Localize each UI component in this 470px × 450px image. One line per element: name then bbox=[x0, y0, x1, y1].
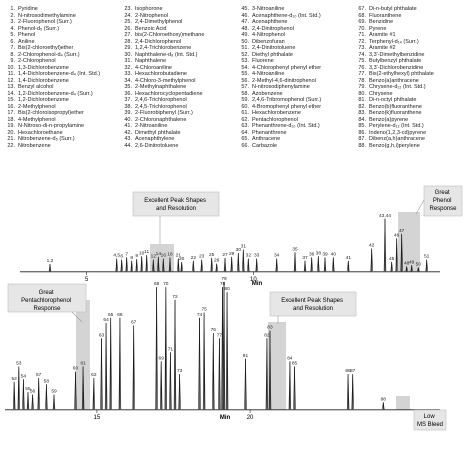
legend-row-compound: Benzo(g,h,i)perylene bbox=[369, 142, 420, 149]
legend-row-compound: 2-Methylphenol bbox=[18, 103, 56, 110]
x-tick-label: 15 bbox=[93, 415, 101, 421]
legend-row-number: 72. bbox=[358, 38, 366, 45]
callout-phenol-line2: Phenol bbox=[432, 198, 452, 204]
legend-row-number: 34. bbox=[124, 77, 132, 84]
legend-row-compound: Benzoic Acid bbox=[135, 25, 167, 32]
callout-pentachlorophenol-line1: Great bbox=[38, 290, 54, 296]
legend-row-number: 11. bbox=[7, 71, 15, 77]
legend-row-number: 51. bbox=[241, 45, 249, 51]
peak-label: 30 bbox=[235, 247, 242, 253]
peak-label: 29 bbox=[228, 251, 235, 257]
peak-label: 52 bbox=[11, 376, 17, 382]
legend-row-number: 21. bbox=[7, 136, 15, 142]
legend-row-number: 36. bbox=[124, 90, 132, 97]
callout-pentachlorophenol-line2: Pentachlorophenol bbox=[21, 298, 72, 304]
peak-label: 34 bbox=[273, 253, 280, 259]
legend-row-compound: Hexachlorobenzene bbox=[252, 110, 301, 116]
legend-row-number: 37. bbox=[124, 97, 132, 103]
legend-row-compound: Diethyl phthalate bbox=[252, 51, 293, 58]
legend-row-number: 46. bbox=[241, 12, 249, 19]
peak-label: 87 bbox=[350, 369, 356, 375]
legend-row-number: 39. bbox=[124, 110, 132, 116]
legend-row-compound: Pyrene bbox=[369, 25, 387, 32]
peak-label: 38 bbox=[315, 251, 322, 257]
legend-row-compound: N-nitrosodiphenylamine bbox=[252, 84, 310, 90]
legend-row-compound: 2,4-Dinitrophenol bbox=[252, 25, 294, 32]
legend-row-number: 27. bbox=[124, 32, 132, 38]
legend-row-compound: Di-n-octyl phthalate bbox=[369, 97, 417, 103]
top-trace bbox=[20, 219, 440, 272]
legend-row-compound: Acenaphthene-d₁₀ (Int. Std.) bbox=[252, 12, 321, 19]
legend-row-compound: 1,2-Dichlorobenzene-d₄ (Surr.) bbox=[18, 90, 93, 97]
legend-row-compound: Aramite #1 bbox=[369, 32, 396, 38]
legend-row-compound: 2-Methyl-4,6-dinitrophenol bbox=[252, 77, 316, 84]
x-tick-label: 20 bbox=[246, 415, 254, 421]
peak-label: 20 bbox=[178, 256, 185, 262]
peak-label: 69 bbox=[158, 356, 164, 362]
peak-label: 36 bbox=[308, 252, 315, 258]
legend-row-compound: N-nitrosodimethylamine bbox=[18, 12, 76, 19]
legend-row-number: 18. bbox=[7, 116, 15, 123]
legend-row-compound: Bis(2-chloroisopropyl)ether bbox=[18, 110, 84, 116]
legend-row-compound: 4-Methylphenol bbox=[18, 116, 56, 123]
legend-row-compound: Acenaphthene bbox=[252, 19, 288, 25]
peak-label: 74 bbox=[196, 312, 203, 318]
legend-row-number: 16. bbox=[7, 103, 15, 110]
legend-row-compound: 2-Fluorophenol (Surr.) bbox=[18, 19, 72, 25]
legend-row-number: 45. bbox=[241, 6, 249, 12]
peak-label: 80 bbox=[224, 287, 230, 293]
legend-row-compound: 4-Chloro-3-methylphenol bbox=[135, 77, 196, 84]
legend-row-compound: 3,3'-Dimethylbenzidine bbox=[369, 51, 425, 58]
peak-label: 68 bbox=[153, 282, 160, 288]
legend-row-number: 62. bbox=[241, 116, 249, 123]
legend-row-number: 60. bbox=[241, 103, 249, 110]
peak-label: 84 bbox=[287, 356, 293, 362]
legend-row-compound: Pentachlorophenol bbox=[252, 116, 298, 123]
legend-row-compound: N-Nitroso-di-n-propylamine bbox=[18, 123, 85, 129]
legend-row-compound: Fluorene bbox=[252, 58, 274, 64]
peak-label: 78 bbox=[219, 282, 226, 288]
peak-label: 43,44 bbox=[378, 213, 392, 219]
legend-row-compound: Phenanthrene bbox=[252, 129, 287, 136]
legend-row-compound: 2-Fluorobiphenyl (Surr.) bbox=[135, 110, 193, 116]
legend-row-compound: 2,6-Dinitrotoluene bbox=[135, 142, 179, 149]
peak-label: 9 bbox=[135, 254, 139, 260]
legend-row-number: 14. bbox=[7, 90, 15, 97]
legend-row-number: 81. bbox=[358, 97, 366, 103]
highlight-bottom-right bbox=[396, 396, 410, 410]
legend-row-number: 68. bbox=[358, 12, 366, 19]
legend-row-compound: Hexachlorocyclopentadiene bbox=[135, 90, 203, 97]
legend-row-compound: 1,4-Dichlorobenzene-d₄ (Int. Std.) bbox=[18, 71, 101, 77]
callout-phenol-line1: Great bbox=[434, 190, 450, 196]
peak-label: 58 bbox=[43, 379, 50, 385]
legend-row-number: 76. bbox=[358, 64, 366, 71]
legend-row-number: 2. bbox=[10, 12, 15, 19]
legend-row-compound: Bis(2-ethylhexyl) phthalate bbox=[369, 71, 434, 77]
peak-label: 54 bbox=[20, 374, 27, 380]
legend-row-number: 29. bbox=[124, 45, 132, 51]
peak-label: 39 bbox=[322, 252, 328, 258]
peak-label: 35 bbox=[292, 247, 298, 253]
legend-row-number: 85. bbox=[358, 123, 366, 129]
legend-row-number: 9. bbox=[10, 58, 15, 64]
legend-row-number: 47. bbox=[241, 19, 249, 25]
peak-label: 40 bbox=[330, 252, 337, 258]
legend-row-number: 57. bbox=[241, 84, 249, 90]
legend-row-compound: Phenanthrene-d₁₀ (Int. Std.) bbox=[252, 123, 320, 129]
legend-row-compound: Dimethyl phthalate bbox=[135, 129, 181, 136]
peak-label: 37 bbox=[302, 255, 308, 261]
legend-row-compound: 4-Chlorophenyl phenyl ether bbox=[252, 64, 322, 71]
peak-label: 50 bbox=[415, 262, 422, 268]
legend-row-compound: Nitrobenzene-d₅ (Surr.) bbox=[18, 136, 75, 142]
legend-row-number: 78. bbox=[358, 77, 366, 84]
peak-label: 8 bbox=[130, 255, 134, 261]
legend-row-number: 73. bbox=[358, 45, 366, 51]
legend-row-compound: 2,4-Dimethylphenol bbox=[135, 19, 183, 25]
legend-row-number: 7. bbox=[10, 45, 15, 51]
legend-row-compound: Naphthalene-d₈ (Int. Std.) bbox=[135, 51, 198, 58]
callout-phenol bbox=[416, 186, 462, 216]
legend-row-number: 50. bbox=[241, 38, 249, 45]
legend-row-number: 10. bbox=[7, 64, 15, 71]
legend-row-compound: Di-n-butyl phthalate bbox=[369, 6, 417, 12]
legend-row-compound: Anthracene bbox=[252, 136, 281, 142]
legend-row-compound: 4-Bromophenyl phenyl ether bbox=[252, 103, 322, 110]
legend-row-compound: Phenol-d₅ (Surr.) bbox=[18, 25, 60, 32]
legend-row-number: 71. bbox=[358, 32, 366, 38]
peak-label: 86 bbox=[345, 369, 351, 375]
legend-row-compound: Naphthalene bbox=[135, 58, 167, 64]
peak-label: 25 bbox=[208, 253, 215, 258]
peak-label: 77 bbox=[216, 333, 223, 339]
legend-row-number: 69. bbox=[358, 19, 366, 25]
legend-row-number: 38. bbox=[124, 103, 132, 110]
peak-label: 65 bbox=[108, 312, 114, 318]
peak-label: 45 bbox=[388, 256, 395, 262]
legend-row-number: 48. bbox=[241, 25, 249, 32]
legend-row-number: 25. bbox=[124, 19, 132, 25]
peak-label: 60 bbox=[72, 366, 79, 372]
legend-row-number: 83. bbox=[358, 110, 366, 116]
legend-row-compound: 4-Nitrophenol bbox=[252, 32, 286, 38]
legend-row-compound: 4-Nitroaniline bbox=[252, 71, 285, 77]
peak-label: 11 bbox=[144, 250, 150, 256]
legend-row-number: 75. bbox=[358, 58, 366, 64]
legend-row-number: 4. bbox=[10, 25, 15, 32]
peak-label: 56 bbox=[29, 389, 36, 395]
legend-row-number: 87. bbox=[358, 136, 366, 142]
peak-label: 73 bbox=[176, 369, 183, 375]
peak-label: 12 bbox=[150, 254, 157, 260]
peak-label: 46 bbox=[393, 233, 400, 239]
legend-row-number: 5. bbox=[10, 32, 15, 38]
peak-label: 59 bbox=[51, 389, 57, 395]
legend-row-compound: Benzidine bbox=[369, 19, 394, 25]
legend-row-compound: Benzo(b)fluoranthene bbox=[369, 103, 422, 110]
legend-row-compound: Bis(2-chloroethyl)ether bbox=[18, 45, 74, 51]
legend-row-number: 8. bbox=[10, 51, 15, 58]
peak-label: 42 bbox=[368, 243, 375, 249]
legend-row-compound: 2,4-Dinitrotoluene bbox=[252, 45, 296, 51]
legend-row-compound: Nitrobenzene bbox=[18, 142, 51, 149]
top-x-axis-label: Min bbox=[251, 281, 263, 287]
legend-row-compound: Isophorone bbox=[135, 6, 163, 12]
chromatogram-top bbox=[20, 213, 440, 287]
legend-row-compound: 2-Chlorophenol bbox=[18, 58, 56, 64]
legend-row-compound: 1,3-Dichlorobenzene bbox=[18, 64, 69, 71]
legend-row-compound: Benzyl alcohol bbox=[18, 84, 54, 90]
peak-label: 33 bbox=[253, 253, 260, 259]
callout-peak-shapes-bottom-line2: and Resolution bbox=[292, 306, 334, 312]
peak-label: 57 bbox=[36, 373, 42, 378]
legend-row-compound: Hexachlorobutadiene bbox=[135, 71, 187, 77]
legend-row-compound: 2-Nitroaniline bbox=[135, 123, 168, 129]
legend-row-compound: 3-Nitroaniline bbox=[252, 6, 285, 12]
legend-row-number: 32. bbox=[124, 64, 132, 71]
legend-row-compound: Chrysene bbox=[369, 90, 393, 97]
peak-label: 18 bbox=[167, 252, 173, 258]
legend-row-number: 82. bbox=[358, 103, 366, 110]
legend-row-number: 20. bbox=[7, 129, 15, 136]
peak-label: 6 bbox=[120, 254, 124, 260]
callout-peak-shapes-top-line1: Excellent Peak Shapes bbox=[144, 198, 207, 204]
legend-row-number: 23. bbox=[124, 6, 132, 12]
peak-label: 79 bbox=[221, 277, 227, 282]
callout-peak-shapes-bottom-line1: Excellent Peak Shapes bbox=[281, 298, 344, 304]
legend-row-compound: Benzo(a)pyrene bbox=[369, 116, 409, 123]
legend-row-number: 40. bbox=[124, 116, 132, 123]
peak-label: 82 bbox=[264, 333, 270, 339]
legend-row-number: 66. bbox=[241, 142, 249, 149]
legend-row-compound: 1,2-Dichlorobenzene bbox=[18, 97, 69, 103]
peak-label: 51 bbox=[423, 254, 430, 260]
bottom-x-axis-label: Min bbox=[219, 415, 231, 421]
peak-label: 85 bbox=[291, 361, 298, 367]
peak-label: 1,2 bbox=[46, 259, 54, 265]
callout-pentachlorophenol bbox=[8, 284, 86, 322]
legend-row-compound: Dibenz(a,h)anthracene bbox=[369, 136, 425, 142]
legend-row-number: 70. bbox=[358, 25, 366, 32]
legend-row-number: 64. bbox=[241, 129, 249, 136]
legend-row-compound: 1,2,4-Trichlorobenzene bbox=[135, 45, 192, 51]
legend-row-number: 65. bbox=[241, 136, 249, 142]
peak-label: 70 bbox=[163, 282, 169, 288]
legend-row-number: 55. bbox=[241, 71, 249, 77]
legend-row-compound: 2,4,6-Trichlorophenol bbox=[135, 97, 187, 103]
callout-low-bleed-line2: MS Bleed bbox=[416, 422, 444, 428]
legend-row-number: 13. bbox=[7, 84, 15, 90]
legend-row-compound: 4-Chloroaniline bbox=[135, 64, 172, 71]
legend-row-number: 63. bbox=[241, 123, 249, 129]
legend-row-number: 44. bbox=[124, 142, 132, 149]
legend-row-number: 52. bbox=[241, 51, 249, 58]
legend-row-number: 24. bbox=[124, 12, 132, 19]
legend-row-number: 6. bbox=[10, 38, 15, 45]
peak-label: 61 bbox=[80, 361, 86, 367]
peak-label: 27 bbox=[222, 253, 228, 258]
legend-row-number: 22. bbox=[7, 142, 15, 149]
legend-row-compound: 2,4,6-Tribromophenol (Surr.) bbox=[252, 97, 322, 103]
legend-row-compound: Terphenyl-d₁₄ (Surr.) bbox=[369, 38, 419, 45]
legend-row-compound: 2-Chloronaphthalene bbox=[135, 116, 187, 123]
peak-label: 16 bbox=[160, 253, 167, 259]
peak-label: 49 bbox=[408, 260, 415, 266]
legend-row-compound: 2-Methylnaphthalene bbox=[135, 84, 187, 90]
callout-pentachlorophenol-line3: Response bbox=[33, 306, 61, 312]
legend-row-number: 43. bbox=[124, 136, 132, 142]
callout-peak-shapes-top-line2: and Resolution bbox=[155, 206, 197, 212]
callout-phenol-line3: Response bbox=[429, 206, 457, 212]
legend-row-compound: Fluoranthene bbox=[369, 12, 402, 19]
legend-row-number: 17. bbox=[7, 110, 15, 116]
legend-row-compound: Butylbenzyl phthalate bbox=[369, 58, 422, 64]
peak-label: 72 bbox=[172, 294, 178, 300]
legend-row-number: 42. bbox=[124, 129, 132, 136]
peak-label: 88 bbox=[380, 397, 386, 403]
legend-row-number: 33. bbox=[124, 71, 132, 77]
legend-row-number: 61. bbox=[241, 110, 249, 116]
legend-row-compound: Chrysene-d₁₂ (Int. Std.) bbox=[369, 84, 426, 90]
peak-label: 67 bbox=[130, 320, 137, 326]
legend-row-number: 19. bbox=[7, 123, 15, 129]
callout-peak-shapes-top bbox=[133, 192, 219, 244]
legend-row-number: 80. bbox=[358, 90, 366, 97]
peak-label: 62 bbox=[91, 373, 97, 378]
legend-row-number: 3. bbox=[10, 19, 15, 25]
legend-row-number: 15. bbox=[7, 97, 15, 103]
peak-label: 48 bbox=[403, 261, 410, 267]
legend-row-compound: Aramite #2 bbox=[369, 45, 396, 51]
peak-label: 23 bbox=[198, 254, 205, 260]
peak-label: 4,5 bbox=[113, 253, 121, 259]
legend-row-number: 26. bbox=[124, 25, 132, 32]
legend-row-compound: Benzo(a)anthracene bbox=[369, 77, 419, 84]
legend-row-number: 79. bbox=[358, 84, 366, 90]
callout-low-bleed-line1: Low bbox=[423, 414, 435, 420]
peak-label: 66 bbox=[117, 312, 123, 318]
peak-label: 76 bbox=[210, 328, 216, 334]
legend-row-compound: Dibenzofuran bbox=[252, 38, 285, 45]
legend-row-number: 53. bbox=[241, 58, 249, 64]
legend-row-compound: Benzo(k)fluoranthene bbox=[369, 110, 422, 116]
legend-row-number: 67. bbox=[358, 6, 366, 12]
peak-label: 10 bbox=[138, 251, 145, 257]
peak-label: 14 bbox=[155, 251, 162, 257]
legend-row-compound: bis(2-Chloroethoxy)methane bbox=[135, 32, 205, 38]
callout-low-bleed bbox=[414, 410, 446, 430]
legend-row-compound: 2,4-Dichlorophenol bbox=[135, 38, 182, 45]
legend-row-compound: Aniline bbox=[18, 38, 35, 45]
legend-row-compound: Hexachloroethane bbox=[18, 129, 63, 136]
legend-row-number: 54. bbox=[241, 64, 249, 71]
legend-row-compound: 1,4-Dichlorobenzene bbox=[18, 77, 69, 84]
peak-label: 26 bbox=[213, 258, 220, 264]
x-tick-label: 5 bbox=[84, 277, 89, 283]
peak-label: 21 bbox=[175, 253, 182, 259]
peak-label: 22 bbox=[190, 255, 197, 261]
legend-row-number: 28. bbox=[124, 38, 132, 45]
legend-row-number: 12. bbox=[7, 77, 15, 84]
peak-label: 31 bbox=[240, 244, 247, 250]
peak-label: 55 bbox=[25, 387, 31, 393]
legend-row-number: 30. bbox=[124, 51, 132, 58]
legend-row-number: 58. bbox=[241, 90, 249, 97]
peak-label: 41 bbox=[345, 255, 352, 261]
legend-row-number: 77. bbox=[358, 71, 366, 77]
peak-label: 75 bbox=[201, 307, 207, 313]
peak-label: 83 bbox=[267, 325, 273, 331]
legend-row-number: 86. bbox=[358, 129, 366, 136]
legend-row-compound: Azobenzene bbox=[252, 90, 283, 97]
legend-row-number: 31. bbox=[124, 58, 132, 64]
legend-row-number: 35. bbox=[124, 84, 132, 90]
legend-row-number: 84. bbox=[358, 116, 366, 123]
peak-label: 7 bbox=[125, 252, 129, 258]
legend-row-number: 74. bbox=[358, 51, 366, 58]
legend-row-compound: Perylene-d₁₂ (Int. Std.) bbox=[369, 123, 424, 129]
legend-row-compound: Phenol bbox=[18, 32, 36, 38]
legend-row-compound: Pyridine bbox=[18, 6, 38, 12]
callout-peak-shapes-bottom bbox=[270, 292, 356, 324]
legend-row-compound: Indeno(1,2,3-cd)pyrene bbox=[369, 129, 427, 136]
peak-label: 71 bbox=[167, 347, 174, 353]
legend-row-compound: 2-Chlorophenol-d₄ (Surr.) bbox=[18, 51, 80, 58]
legend-row-number: 88. bbox=[358, 142, 366, 149]
legend-row-number: 41. bbox=[124, 123, 132, 129]
legend-row-compound: Carbazole bbox=[252, 142, 278, 149]
legend-row-number: 1. bbox=[10, 6, 15, 12]
legend-row-compound: Acenaphthylene bbox=[135, 136, 175, 142]
peak-label: 53 bbox=[16, 361, 22, 367]
peak-label: 64 bbox=[103, 317, 109, 323]
legend-row-compound: 3,3'-Dichlorobenzidine bbox=[369, 64, 424, 71]
peak-label: 81 bbox=[242, 353, 249, 359]
legend-row-number: 56. bbox=[241, 77, 249, 84]
x-tick-label: 10 bbox=[249, 277, 257, 283]
legend-row-number: 49. bbox=[241, 32, 249, 38]
peak-label: 47 bbox=[398, 228, 405, 234]
peak-label: 32 bbox=[245, 253, 252, 259]
legend-row-number: 59. bbox=[241, 97, 249, 103]
legend-row-compound: 2,4,5-Trichlorophenol bbox=[135, 103, 187, 110]
peak-label: 63 bbox=[98, 333, 105, 339]
legend-row-compound: 2-Nitrophenol bbox=[135, 12, 169, 19]
